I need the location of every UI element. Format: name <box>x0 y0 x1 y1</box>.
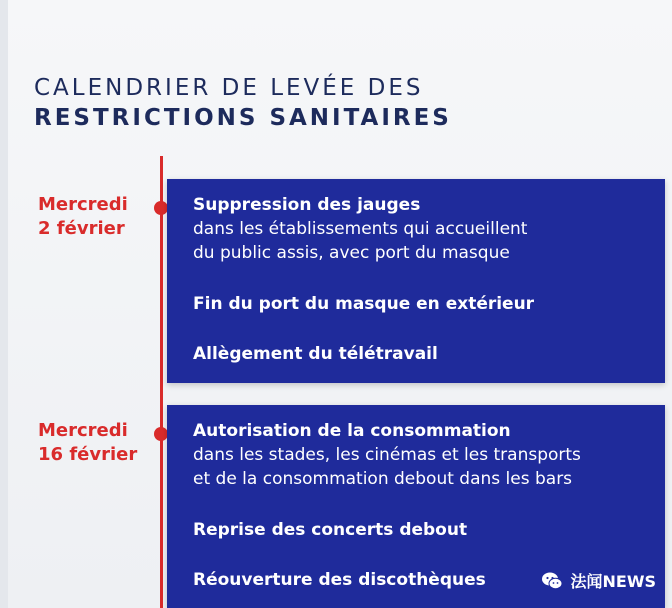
page-title <box>34 73 452 133</box>
timeline-line <box>160 156 163 608</box>
item-head: Autorisation de la consommation <box>193 421 511 441</box>
panel-2-fevrier <box>167 179 665 383</box>
title-line-2: RESTRICTIONS SANITAIRES <box>34 105 452 131</box>
left-edge-strip <box>0 0 8 608</box>
item-sub-line: du public assis, avec port du masque <box>193 243 510 263</box>
watermark <box>541 569 657 592</box>
item-sub-line: dans les établissements qui accueillent <box>193 219 528 239</box>
timeline-dot-1 <box>154 201 168 215</box>
item-fin-masque <box>193 292 653 316</box>
date-1-day: Mercredi <box>38 194 128 215</box>
item-head: Reprise des concerts debout <box>193 520 468 540</box>
item-head: Suppression des jauges <box>193 195 421 215</box>
item-head: Réouverture des discothèques <box>193 570 486 590</box>
item-sub-line: et de la consommation debout dans les bars <box>193 469 573 489</box>
item-head: Fin du port du masque en extérieur <box>193 294 535 314</box>
item-autorisation-consommation <box>193 419 653 491</box>
date-1-date: 2 février <box>38 218 125 239</box>
title-line-1: CALENDRIER DE LEVÉE DES <box>34 75 424 101</box>
item-sub-line: dans les stades, les cinémas et les transports <box>193 445 581 465</box>
watermark-text: 法闻NEWS <box>570 572 656 591</box>
date-2-date: 16 février <box>38 444 138 465</box>
item-concerts-debout <box>193 518 653 542</box>
item-head: Allègement du télétravail <box>193 344 438 364</box>
item-suppression-jauges <box>193 193 653 265</box>
wechat-icon <box>541 570 563 592</box>
timeline-dot-2 <box>154 427 168 441</box>
date-2 <box>38 419 137 467</box>
date-1 <box>38 193 128 241</box>
date-2-day: Mercredi <box>38 420 128 441</box>
item-allegement-teletravail <box>193 342 653 366</box>
